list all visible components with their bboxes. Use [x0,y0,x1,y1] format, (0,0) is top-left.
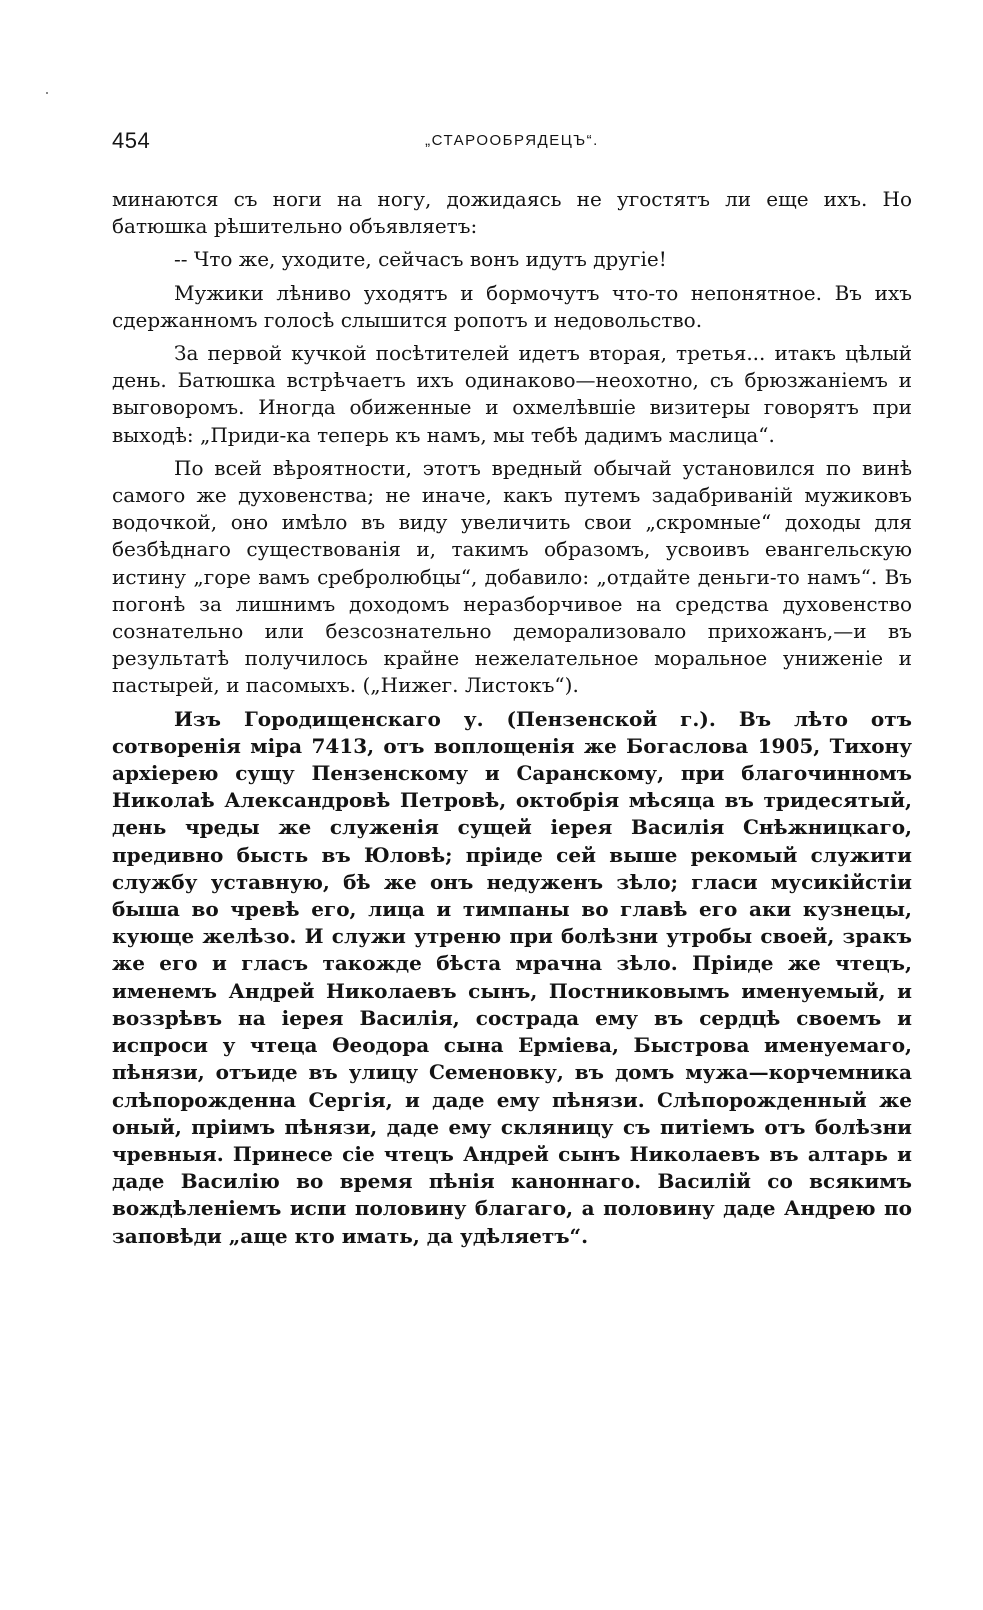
section-lead: Изъ Городищенскаго у. (Пензенской г.). [174,706,716,731]
scan-speck [46,92,48,94]
document-page [112,128,912,1256]
paragraph-visitors: За первой кучкой посѣтителей идетъ вторая, третья... итакъ цѣлый день. Батюшка встрѣчаетъ ихъ одинаково—неохотно, съ брюзжаніемъ и выговоромъ. Иногда обиженные и охмелѣвшіе визитеры говорятъ при выходѣ: „Приди-ка теперь къ намъ, мы тебѣ дадимъ маслица“. [112,341,912,447]
paragraph-gorodishche-text: Въ лѣто отъ сотворенія міра 7413, отъ воплощенія же Богаслова 1905, Тихону архіерею сущу Пензенскому и Саранскому, при благочинномъ Николаѣ Александровѣ Петровѣ, октобрія мѣсяца въ тридесятый, день чреды же служенія сущей іерея Василія Снѣжницкаго, предивно бысть въ Юловѣ; пріиде сей выше рекомый служити службу уставную, бѣ же онъ недуженъ зѣло; гласи мусикійстіи быша во чревѣ его, лица и тимпаны во главѣ его аки кузнецы, кующе желѣзо. И служи утреню при болѣзни утробы своей, зракъ же его и гласъ такожде бѣста мрачна зѣло. Пріиде же чтецъ, именемъ Андрей Николаевъ сынъ, Постниковымъ именуемый, и воззрѣвъ на іерея Василія, сострада ему въ сердцѣ своемъ и испроси у чтеца Ѳеодора сына Ерміева, Быстрова именуемаго, пѣнязи, отъиде въ улицу Семеновку, въ домъ мужа—корчемника слѣпорожденна Сергія, и даде ему пѣнязи. Слѣпорожденный же оный, пріимъ пѣнязи, даде ему скляницу съ питіемъ отъ болѣзни чревныя. Принесе сіе чтецъ Андрей сынъ Николаевъ въ алтарь и даде Василію во время пѣнія каноннаго. Василій со всякимъ вождѣленіемъ испи половину благаго, а половину даде Андрею по заповѣди „аще кто имать, да удѣляетъ“. [112,706,913,1248]
paragraph-continuation: минаются съ ноги на ногу, дожидаясь не угостятъ ли еще ихъ. Но батюшка рѣшительно объявляетъ: [112,187,912,239]
paragraph-gorodishche [112,706,912,1250]
page-number: 454 [112,128,151,153]
running-title: „СТАРООБРЯДЕЦЪ“. [425,132,599,149]
paragraph-dialogue: -- Что же, уходите, сейчасъ вонъ идутъ другіе! [174,247,667,272]
paragraph-muzhiki: Мужики лѣниво уходятъ и бормочутъ что-то непонятное. Въ ихъ сдержанномъ голосѣ слышится ропотъ и недовольство. [112,280,912,332]
paragraph-custom: По всей вѣроятности, этотъ вредный обычай установился по винѣ самого же духовенства; не иначе, какъ путемъ задабриваній мужиковъ водочкой, оно имѣло въ виду увеличить свои „скромные“ доходы для безбѣднаго существованія и, такимъ образомъ, усвоивъ евангельскую истину „горе вамъ сребролюбцы“, добавило: „отдайте деньги-то намъ“. Въ погонѣ за лишнимъ доходомъ неразборчивое на средства духовенство сознательно или безсознательно деморализовало прихожанъ,—и въ результатѣ получилось крайне нежелательное моральное униженіе и пастырей, и пасомыхъ. („Нижег. Листокъ“). [112,455,912,698]
page-header [112,128,912,164]
